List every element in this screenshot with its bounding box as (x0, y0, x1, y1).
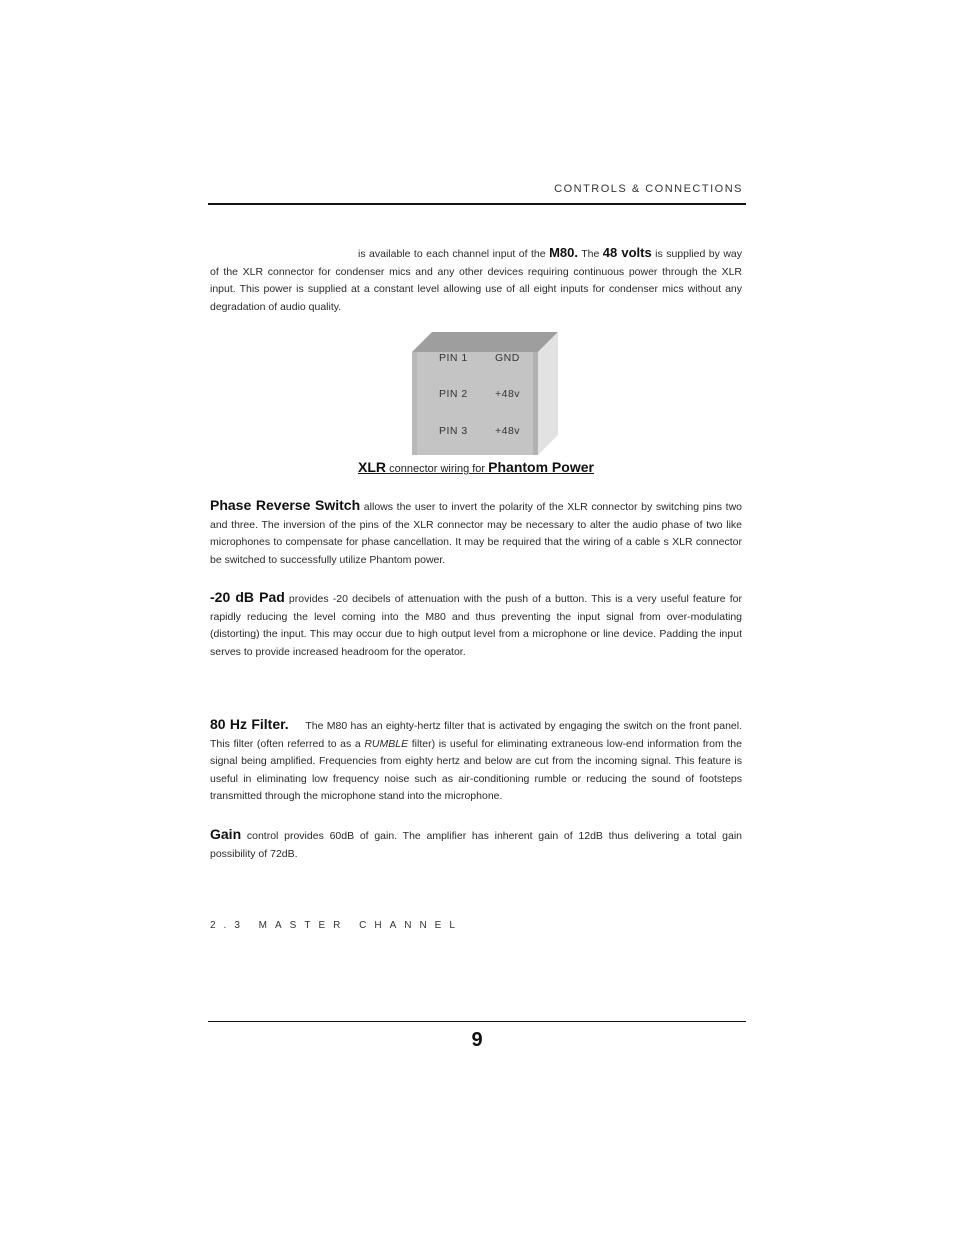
box-front-face (412, 352, 538, 455)
caption-xlr: XLR (358, 459, 387, 475)
running-header: CONTROLS & CONNECTIONS (554, 183, 743, 195)
pin-value: +48v (495, 388, 521, 400)
filter-title: 80 Hz Filter. (210, 716, 289, 732)
rumble-term: RUMBLE (364, 737, 409, 750)
intro-text-2: The (577, 248, 603, 260)
gain-body: control provides 60dB of gain. The amplifier has inherent gain of 12dB thus delivering a total gain possibility of 72dB. (210, 830, 742, 860)
pin-name: PIN 2 (439, 388, 468, 400)
pin-value: GND (495, 352, 520, 364)
gain-paragraph (210, 826, 742, 863)
xlr-pin-diagram (412, 332, 560, 456)
page-number: 9 (471, 1029, 483, 1051)
volts-emphasis: 48 volts (602, 245, 652, 260)
pin-value: +48v (495, 425, 521, 437)
phase-reverse-body: allows the user to invert the polarity of the XLR connector by switching pins two and three. The inversion of the pins of the XLR connector may be necessary to alter the audio phase of two like microphones to compensate for phase cancellation. It may be required that the wiring of a cable s XLR connector be switched to successfully utilize Phantom power. (210, 501, 742, 566)
pad-title: -20 dB Pad (210, 589, 285, 605)
pin-name: PIN 1 (439, 352, 468, 364)
filter-paragraph (210, 716, 748, 806)
pin-name: PIN 3 (439, 425, 468, 437)
box-side-face (538, 332, 558, 455)
caption-middle: connector wiring for (386, 463, 489, 475)
pad-paragraph (210, 589, 742, 661)
phase-reverse-paragraph (210, 497, 742, 569)
box-top-face (412, 332, 558, 352)
phase-reverse-title: Phase Reverse Switch (210, 497, 361, 513)
section-label: 2.3 MASTER CHANNEL (210, 920, 463, 931)
pad-body: provides -20 decibels of attenuation with the push of a button. This is a very useful feature for rapidly reducing the level coming into the M80 and thus preventing the input signal from over-modulating (distorting) the input. This may occur due to high output level from a microphone or line device. Padding the input serves to provide increased headroom for the operator. (210, 593, 742, 658)
header-rule (208, 203, 746, 205)
intro-text-1: is available to each channel input of the (358, 248, 550, 260)
model-name: M80. (549, 245, 578, 260)
filter-body-1: The M80 has an eighty-hertz filter that is activated by engaging the switch on the front panel. This filter (often referred to as a (210, 720, 748, 750)
footer-rule (208, 1021, 746, 1022)
gain-title: Gain (210, 826, 242, 842)
diagram-caption (210, 459, 742, 475)
intro-text-3: is supplied by way of the XLR connector for condenser mics and any other devices requiring continuous power through the XLR input. This power is supplied at a constant level allowing use of all eight inputs for condenser mics without any degradation of audio quality. (210, 248, 742, 313)
intro-paragraph (210, 244, 742, 316)
filter-body-2: filter) is useful for eliminating extraneous low-end information from the signal being amplified. Frequencies from eighty hertz and below are cut from the incoming signal. This feature is useful in eliminating low frequency noise such as air-conditioning rumble or reducing the sound of footsteps transmitted through the microphone stand into the microphone. (210, 737, 742, 803)
caption-phantom-power: Phantom Power (488, 459, 594, 475)
